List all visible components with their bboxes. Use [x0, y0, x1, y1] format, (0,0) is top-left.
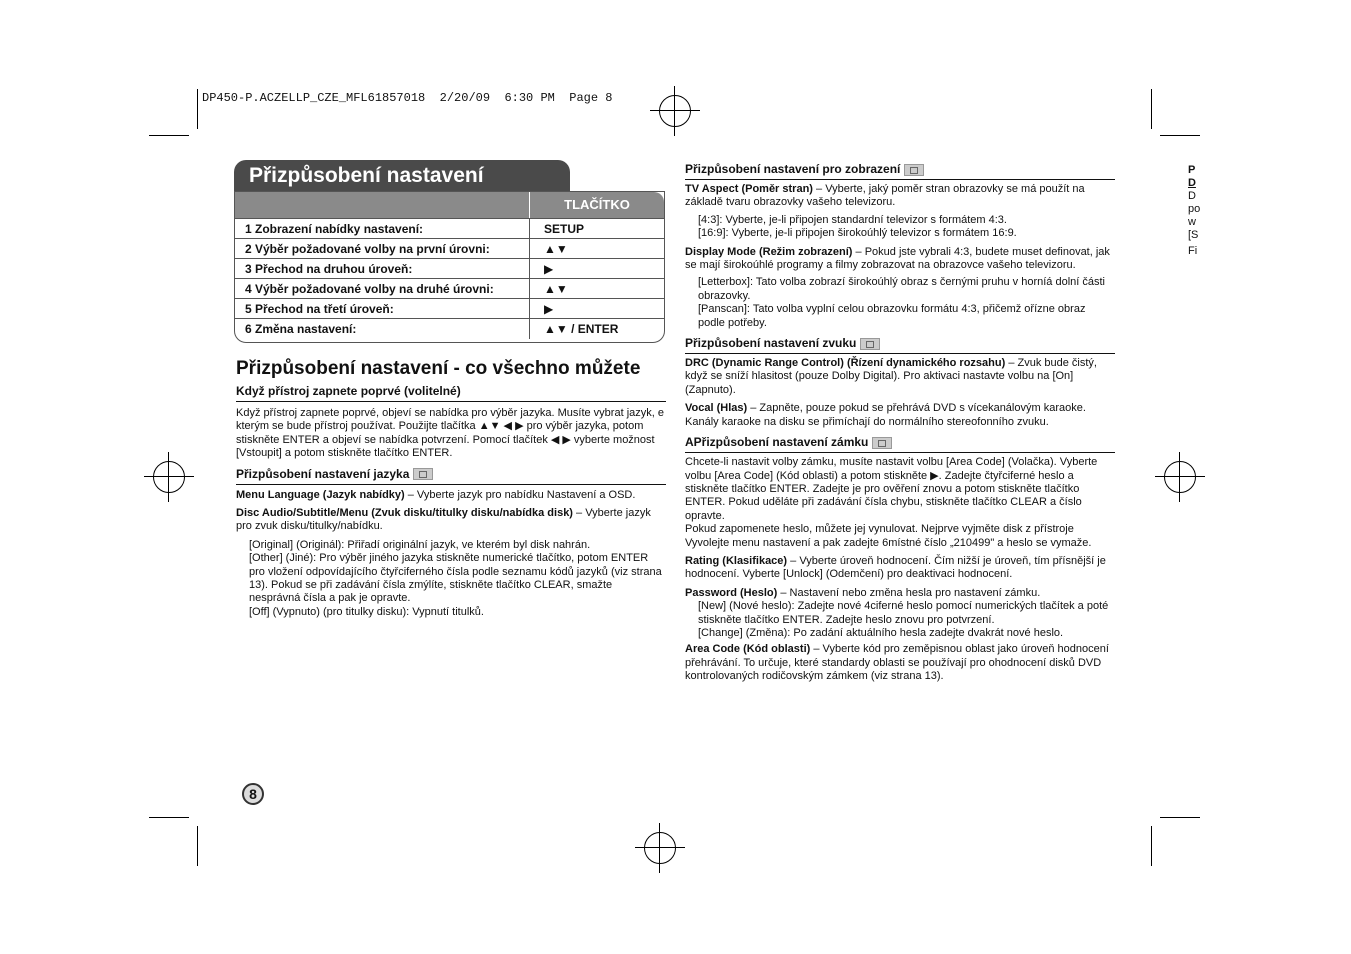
- paragraph: DRC (Dynamic Range Control) (Řízení dynamického rozsahu) – Zvuk bude čistý, když se sníží hlasitost (pouze Dolby Digital). Pro aktivaci nastavte volbu na [On] (Zapnuto).: [685, 357, 1097, 396]
- audio-icon: [860, 338, 880, 350]
- option-text: [Off] (Vypnuto) (pro titulky disku): Vypnutí titulků.: [249, 605, 484, 618]
- sub-heading: Když přístroj zapnete poprvé (volitelné): [236, 384, 461, 398]
- option-text: [Letterbox]: Tato volba zobrazí širokoúhlý obraz s černými pruhu v horníá dolní části obrazovky.: [698, 276, 1106, 302]
- sub-heading: APřizpůsobení nastavení zámku: [685, 435, 1115, 449]
- option-text: [Original] (Originál): Přiřadí originální jazyk, ve kterém byl disk nahrán.: [249, 538, 591, 551]
- paragraph: Area Code (Kód oblasti) – Vyberte kód pro zeměpisnou oblast jako úroveň hodnocení přehrávání. To určuje, které standardy oblasti se používají pro ohodnocení disků DVD kontrolovaných rodičovským zámkem (viz strana 13).: [685, 643, 1109, 683]
- registration-mark-bottom: [635, 823, 685, 873]
- language-icon: [413, 468, 433, 480]
- table-row: 6 Změna nastavení: ▲▼ / ENTER: [235, 318, 664, 339]
- page-number: 8: [242, 783, 264, 805]
- paragraph: Pokud zapomenete heslo, můžete jej vynulovat. Nejprve vyjměte disk z přístroje Vyvolejte menu nastavení a pak zadejte 6místné číslo „210499" a heslo se vymaže.: [685, 523, 1092, 549]
- page-title: Přizpůsobení nastavení: [234, 160, 570, 191]
- crop-mark: [197, 826, 198, 866]
- paragraph: Vocal (Hlas) – Zapněte, pouze pokud se přehrává DVD s vícekanálovým karaoke. Kanály karaoke na disku se přimíchají do normálního stereofonního zvuku.: [685, 402, 1086, 428]
- paragraph: TV Aspect (Poměr stran) – Vyberte, jaký poměr stran obrazovky se má použít na základě tvaru obrazovky vašeho televizoru.: [685, 183, 1085, 209]
- paragraph: Rating (Klasifikace) – Vyberte úroveň hodnocení. Čím nižší je úroveň, tím přísnější je hodnocení. Vyberte [Unlock] (Odemčení) pro deaktivaci hodnocení.: [685, 554, 1106, 581]
- option-text: [16:9]: Vyberte, je-li připojen širokoúhlý televizor s formátem 16:9.: [698, 227, 1017, 240]
- table-row: 3 Přechod na druhou úroveň: ▶: [235, 258, 664, 279]
- registration-mark-left: [144, 452, 194, 502]
- print-slug: DP450-P.ACZELLP_CZE_MFL61857018 2/20/09 6:30 PM Page 8: [202, 91, 613, 105]
- section-heading: Přizpůsobení nastavení - co všechno můžete: [236, 358, 641, 379]
- display-icon: [904, 164, 924, 176]
- crop-mark: [1160, 135, 1200, 136]
- table-row: 2 Výběr požadované volby na první úrovni: ▲▼: [235, 238, 664, 259]
- left-column: [236, 358, 666, 619]
- option-text: [New] (Nové heslo): Zadejte nové 4ciferné heslo pomocí numerických tlačítek a poté stiskněte tlačítko ENTER. Zadejte heslo znovu pro potvrzení.: [698, 600, 1109, 626]
- sub-heading: Přizpůsobení nastavení jazyka: [236, 467, 666, 481]
- table-header: [235, 192, 664, 218]
- crop-mark: [1151, 826, 1152, 866]
- paragraph: Menu Language (Jazyk nabídky) – Vyberte jazyk pro nabídku Nastavení a OSD.: [236, 488, 636, 501]
- crop-mark: [149, 135, 189, 136]
- button-column-header: TLAČÍTKO: [564, 197, 630, 212]
- paragraph: Když přístroj zapnete poprvé, objeví se nabídka pro výběr jazyka. Musíte vybrat jazyk, e kterým se bude přístroj používat. Použijte tlačítka ▲▼ ◀ ▶ pro výběr jazyka, potom stiskněte ENTER a objeví se nabídka potvrzení. Pomocí tlačítek ◀ ▶ vyberte možnost [Vstoupit] a potom stiskněte tlačítko ENTER.: [236, 407, 664, 460]
- option-text: [Panscan]: Tato volba vyplní celou obrazovku formátu 4:3, přičemž ořízne obraz podle potřeby.: [698, 303, 1086, 329]
- crop-mark: [149, 817, 189, 818]
- table-row: 1 Zobrazení nabídky nastavení: SETUP: [235, 218, 664, 239]
- table-row: 4 Výběr požadované volby na druhé úrovni: ▲▼: [235, 278, 664, 299]
- next-page-edge: P D D po w [S Fi: [1188, 164, 1201, 257]
- registration-mark-top: [650, 86, 700, 136]
- sub-heading: Přizpůsobení nastavení zvuku: [685, 336, 1115, 350]
- paragraph: Password (Heslo) – Nastavení nebo změna hesla pro nastavení zámku.: [685, 586, 1041, 599]
- paragraph: Chcete-li nastavit volby zámku, musíte nastavit volbu [Area Code] (Volačka). Vyberte volbu [Area Code] (Kód oblasti) a potom stiskněte ▶. Zadejte čtyřciferné heslo a stiskněte tlačítko ENTER. Zadejte je pro ověření znovu a potom stiskněte tlačítko ENTER. Pokud uděláte při zadávání čísla chybu, stiskněte tlačítko CLEAR a číslo opravte.: [685, 456, 1098, 522]
- button-table: [234, 191, 665, 343]
- paragraph: Disc Audio/Subtitle/Menu (Zvuk disku/titulky disku/nabídka disk) – Vyberte jazyk pro zvuk disku/titulky/nabídku.: [236, 507, 651, 533]
- crop-mark: [197, 89, 198, 129]
- sub-heading: Přizpůsobení nastavení pro zobrazení: [685, 162, 1115, 176]
- option-text: [Other] (Jiné): Pro výběr jiného jazyka stiskněte numerické tlačítko, potom ENTER pro vložení odpovídajícího čtyřciferného čísla podle seznamu kódů jazyků (viz strana 13). Pokud se při zadávání čísla zmýlíte, stiskněte tlačítko CLEAR, smažte nesprávná čísla a pak je opravte.: [249, 552, 662, 605]
- option-text: [4:3]: Vyberte, je-li připojen standardní televizor s formátem 4:3.: [698, 213, 1007, 226]
- lock-icon: [872, 437, 892, 449]
- table-row: 5 Přechod na třetí úroveň: ▶: [235, 298, 664, 319]
- crop-mark: [1151, 89, 1152, 129]
- crop-mark: [1160, 817, 1200, 818]
- paragraph: Display Mode (Režim zobrazení) – Pokud jste vybrali 4:3, budete muset definovat, jak se mají širokoúhlé programy a filmy zobrazovat na obrazovce vašeho televizoru.: [685, 245, 1110, 272]
- option-text: [Change] (Změna): Po zadání aktuálního hesla zadejte dvakrát nové heslo.: [698, 626, 1064, 639]
- right-column: [685, 162, 1115, 684]
- registration-mark-right: [1155, 452, 1205, 502]
